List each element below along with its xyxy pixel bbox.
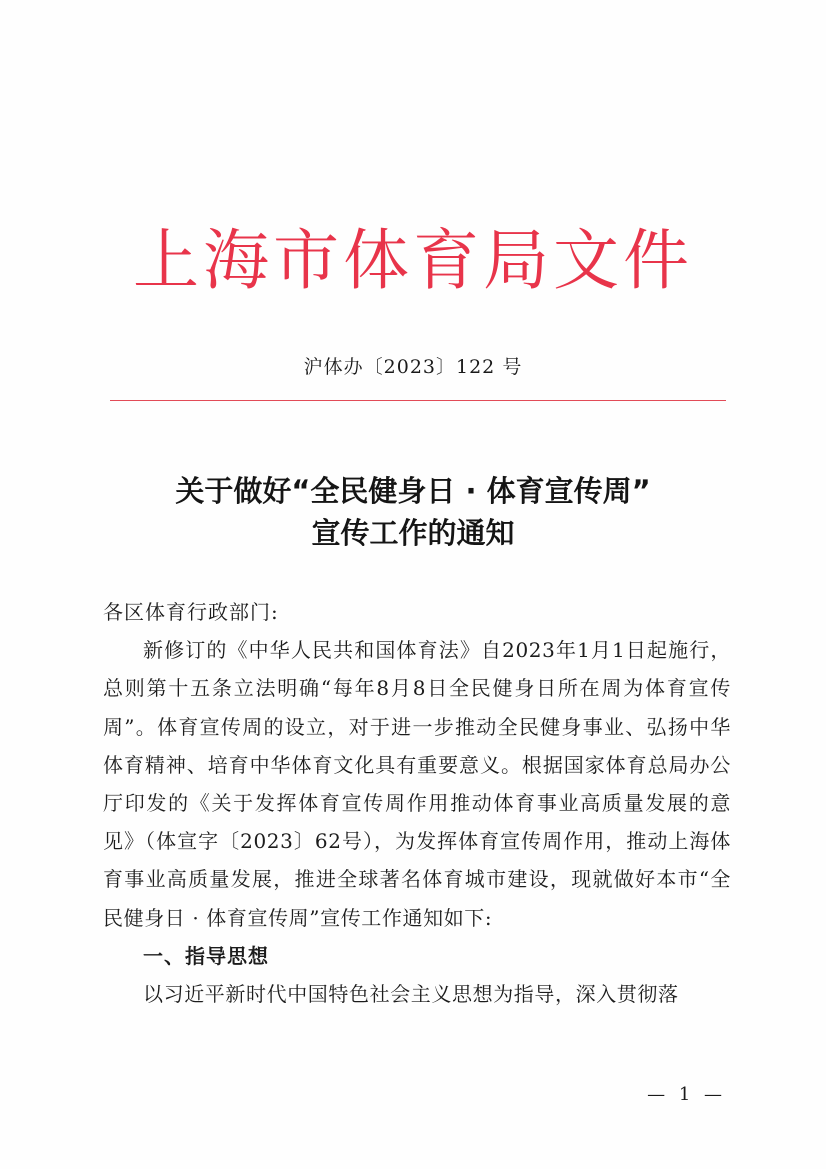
notice-title-line-1: 关于做好“全民健身日 · 体育宣传周” (175, 474, 651, 508)
document-body (103, 593, 731, 1013)
notice-title-line-2: 宣传工作的通知 (311, 516, 515, 550)
section-heading: 一、指导思想 (143, 943, 269, 968)
red-separator-line (110, 400, 726, 401)
issuing-authority-header: 上海市体育局文件 (133, 222, 693, 299)
page-number: — 1 — (647, 1084, 726, 1105)
salutation: 各区体育行政部门: (103, 600, 279, 624)
document-number: 沪体办〔2023〕122 号 (303, 356, 523, 378)
body-paragraph: 新修订的《中华人民共和国体育法》自2023年1月1日起施行，总则第十五条立法明确“每年8月8日全民健身日所在周为体育宣传周”。体育宣传周的设立，对于进一步推动全民健身事业、弘扬中华体育精神、培育中华体育文化具有重要意义。根据国家体育总局办公厅印发的《关于发挥体育宣传周作用推动体育事业高质量发展的意见》（体宣字〔2023〕62号），为发挥体育宣传周作用，推动上海体育事业高质量发展，推进全球著名体育城市建设，现就做好本市“全民健身日 · 体育宣传周”宣传工作通知如下: (103, 638, 731, 930)
section-paragraph: 以习近平新时代中国特色社会主义思想为指导，深入贯彻落 (143, 982, 679, 1007)
notice-title (0, 470, 826, 554)
